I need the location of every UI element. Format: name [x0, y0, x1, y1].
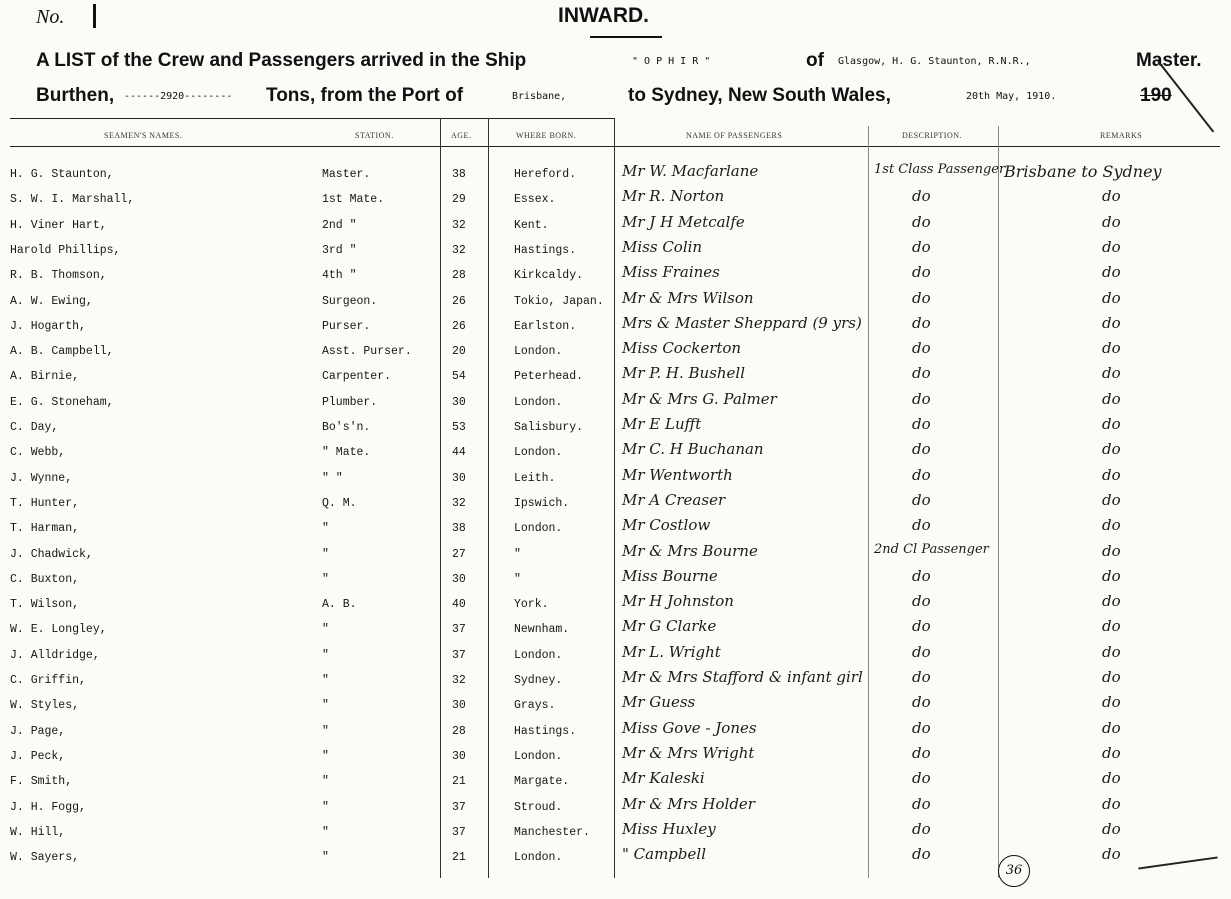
- crew-birthplace: Ipswich.: [514, 497, 570, 510]
- crew-name: A. Birnie,: [10, 370, 80, 383]
- destination-label: to Sydney, New South Wales,: [628, 85, 891, 106]
- passenger-name: Mr P. H. Bushell: [622, 364, 746, 382]
- passenger-description: do: [912, 643, 931, 661]
- passenger-remark: do: [1102, 339, 1121, 357]
- crew-birthplace: ": [514, 573, 521, 586]
- crew-name: W. Hill,: [10, 826, 66, 839]
- master-label: Master.: [1136, 50, 1202, 71]
- passenger-remark: do: [1102, 466, 1121, 484]
- crew-name: J. Alldridge,: [10, 649, 100, 662]
- passenger-description: do: [912, 238, 931, 256]
- col-passenger-names: NAME OF PASSENGERS: [686, 131, 783, 140]
- passenger-remark: do: [1102, 769, 1121, 787]
- crew-age: 21: [452, 775, 466, 788]
- passenger-description: do: [912, 668, 931, 686]
- tonnage-value: ------2920--------: [124, 91, 233, 102]
- passenger-name: Mr Wentworth: [622, 466, 733, 484]
- year-struck: 190: [1140, 85, 1172, 106]
- crew-age: 32: [452, 674, 466, 687]
- passenger-description: do: [912, 415, 931, 433]
- crew-birthplace: London.: [514, 446, 563, 459]
- number-label: No.: [36, 6, 65, 28]
- arrival-date: 20th May, 1910.: [966, 91, 1057, 102]
- crew-age: 30: [452, 472, 466, 485]
- crew-age: 37: [452, 649, 466, 662]
- crew-age: 26: [452, 320, 466, 333]
- passenger-description: do: [912, 314, 931, 332]
- crew-station: Purser.: [322, 320, 371, 333]
- passenger-name: Mr & Mrs Bourne: [622, 542, 758, 560]
- crew-station: ": [322, 851, 329, 864]
- crew-age: 28: [452, 269, 466, 282]
- passenger-description: do: [912, 289, 931, 307]
- crew-birthplace: Tokio, Japan.: [514, 295, 604, 308]
- passenger-remark: do: [1102, 415, 1121, 433]
- passenger-name: Mr & Mrs G. Palmer: [622, 390, 777, 408]
- number-field: [93, 4, 96, 28]
- crew-age: 37: [452, 801, 466, 814]
- crew-age: 20: [452, 345, 466, 358]
- passenger-name: Miss Fraines: [622, 263, 720, 281]
- page-title: INWARD.: [558, 4, 649, 27]
- passenger-name: Miss Gove - Jones: [622, 719, 757, 737]
- crew-station: ": [322, 623, 329, 636]
- passenger-description: do: [912, 263, 931, 281]
- passenger-description: do: [912, 213, 931, 231]
- crew-name: T. Hunter,: [10, 497, 80, 510]
- passenger-remark: do: [1102, 390, 1121, 408]
- passenger-name: Miss Huxley: [622, 820, 716, 838]
- ship-name: " O P H I R ": [632, 56, 711, 67]
- crew-age: 44: [452, 446, 466, 459]
- passenger-description: do: [912, 516, 931, 534]
- crew-station: Asst. Purser.: [322, 345, 412, 358]
- passenger-remark: do: [1102, 187, 1121, 205]
- crew-birthplace: Margate.: [514, 775, 570, 788]
- passenger-name: Mr L. Wright: [622, 643, 721, 661]
- passenger-name: Mr & Mrs Stafford & infant girl: [622, 668, 863, 686]
- crew-age: 30: [452, 699, 466, 712]
- passenger-name: Mr Costlow: [622, 516, 711, 534]
- crew-birthplace: Grays.: [514, 699, 556, 712]
- crew-birthplace: Hereford.: [514, 168, 577, 181]
- crew-name: A. B. Campbell,: [10, 345, 114, 358]
- crew-age: 30: [452, 396, 466, 409]
- crew-age: 53: [452, 421, 466, 434]
- crew-birthplace: Peterhead.: [514, 370, 584, 383]
- of-label: of: [806, 50, 824, 71]
- crew-birthplace: London.: [514, 649, 563, 662]
- passenger-description: 1st Class Passenger: [874, 162, 1006, 177]
- col-description: DESCRIPTION.: [902, 131, 963, 140]
- crew-birthplace: London.: [514, 750, 563, 763]
- crew-name: W. Sayers,: [10, 851, 80, 864]
- passenger-description: do: [912, 440, 931, 458]
- crew-station: " Mate.: [322, 446, 371, 459]
- passenger-remark: do: [1102, 213, 1121, 231]
- crew-name: J. Peck,: [10, 750, 66, 763]
- passenger-remark: do: [1102, 744, 1121, 762]
- crew-station: ": [322, 674, 329, 687]
- passenger-description: do: [912, 693, 931, 711]
- passenger-remark: do: [1102, 567, 1121, 585]
- passenger-remark: do: [1102, 542, 1121, 560]
- crew-station: ": [322, 548, 329, 561]
- crew-station: ": [322, 725, 329, 738]
- crew-birthplace: Manchester.: [514, 826, 590, 839]
- crew-name: H. G. Staunton,: [10, 168, 114, 181]
- passenger-description: do: [912, 617, 931, 635]
- crew-age: 32: [452, 219, 466, 232]
- crew-name: C. Day,: [10, 421, 59, 434]
- passenger-name: Mrs & Master Sheppard (9 yrs): [622, 314, 862, 332]
- crew-birthplace: Hastings.: [514, 244, 577, 257]
- passenger-description: do: [912, 820, 931, 838]
- passenger-name: Mr E Lufft: [622, 415, 702, 433]
- crew-station: Plumber.: [322, 396, 378, 409]
- passenger-description: do: [912, 719, 931, 737]
- passenger-description: do: [912, 364, 931, 382]
- crew-name: Harold Phillips,: [10, 244, 121, 257]
- passenger-name: Mr W. Macfarlane: [622, 162, 759, 180]
- crew-age: 30: [452, 750, 466, 763]
- passenger-remark: do: [1102, 668, 1121, 686]
- table-top-rule: [10, 118, 615, 119]
- passenger-remark: do: [1102, 440, 1121, 458]
- remarks-col-rule: [998, 126, 999, 878]
- passenger-remark: do: [1102, 516, 1121, 534]
- passenger-remark: do: [1102, 314, 1121, 332]
- crew-name: T. Wilson,: [10, 598, 80, 611]
- crew-age: 37: [452, 826, 466, 839]
- crew-birthplace: London.: [514, 851, 563, 864]
- passenger-name: Mr C. H Buchanan: [622, 440, 764, 458]
- passenger-name: Mr Kaleski: [622, 769, 705, 787]
- passenger-remark: do: [1102, 820, 1121, 838]
- crew-station: ": [322, 775, 329, 788]
- passenger-remark: do: [1102, 795, 1121, 813]
- crew-name: J. Hogarth,: [10, 320, 86, 333]
- crew-birthplace: Hastings.: [514, 725, 577, 738]
- passenger-remark: do: [1102, 643, 1121, 661]
- desc-col-rule: [868, 126, 869, 878]
- passenger-name: Mr G Clarke: [622, 617, 717, 635]
- age-col-rule: [440, 118, 441, 878]
- crew-age: 40: [452, 598, 466, 611]
- passenger-name: Miss Colin: [622, 238, 703, 256]
- crew-birthplace: Essex.: [514, 193, 556, 206]
- passenger-name: Mr & Mrs Wilson: [622, 289, 754, 307]
- crew-station: ": [322, 699, 329, 712]
- crew-age: 29: [452, 193, 466, 206]
- passenger-description: do: [912, 845, 931, 863]
- signature-stroke: [1138, 856, 1217, 869]
- crew-station: ": [322, 573, 329, 586]
- crew-station: ": [322, 801, 329, 814]
- passenger-col-rule: [614, 118, 615, 878]
- crew-age: 37: [452, 623, 466, 636]
- crew-age: 32: [452, 497, 466, 510]
- passenger-name: Mr & Mrs Wright: [622, 744, 755, 762]
- col-where-born: WHERE BORN.: [516, 131, 577, 140]
- crew-age: 21: [452, 851, 466, 864]
- crew-name: R. B. Thomson,: [10, 269, 107, 282]
- crew-name: J. Wynne,: [10, 472, 73, 485]
- crew-age: 38: [452, 522, 466, 535]
- crew-name: F. Smith,: [10, 775, 73, 788]
- crew-name: E. G. Stoneham,: [10, 396, 114, 409]
- port-from: Brisbane,: [512, 91, 567, 102]
- crew-birthplace: London.: [514, 396, 563, 409]
- list-heading: A LIST of the Crew and Passengers arrived in the Ship: [36, 50, 527, 71]
- crew-birthplace: Newnham.: [514, 623, 570, 636]
- passenger-description: do: [912, 339, 931, 357]
- col-age: AGE.: [451, 131, 472, 140]
- crew-name: W. E. Longley,: [10, 623, 107, 636]
- passenger-remark: do: [1102, 289, 1121, 307]
- crew-birthplace: Kirkcaldy.: [514, 269, 584, 282]
- born-col-rule: [488, 118, 489, 878]
- crew-station: Q. M.: [322, 497, 357, 510]
- crew-station: ": [322, 649, 329, 662]
- crew-station: " ": [322, 472, 343, 485]
- passenger-name: Mr R. Norton: [622, 187, 725, 205]
- crew-station: ": [322, 750, 329, 763]
- crew-station: 4th ": [322, 269, 357, 282]
- passenger-name: Mr J H Metcalfe: [622, 213, 745, 231]
- col-remarks: REMARKS: [1100, 131, 1143, 140]
- crew-age: 38: [452, 168, 466, 181]
- passenger-name: " Campbell: [622, 845, 706, 863]
- passenger-remark: do: [1102, 592, 1121, 610]
- crew-birthplace: London.: [514, 522, 563, 535]
- crew-age: 26: [452, 295, 466, 308]
- crew-birthplace: London.: [514, 345, 563, 358]
- crew-birthplace: Earlston.: [514, 320, 577, 333]
- passenger-remark: do: [1102, 263, 1121, 281]
- passenger-remark: do: [1102, 693, 1121, 711]
- crew-name: C. Webb,: [10, 446, 66, 459]
- crew-birthplace: Kent.: [514, 219, 549, 232]
- passenger-name: Mr A Creaser: [622, 491, 726, 509]
- crew-station: Master.: [322, 168, 371, 181]
- passenger-name: Miss Bourne: [622, 567, 718, 585]
- crew-age: 30: [452, 573, 466, 586]
- crew-birthplace: York.: [514, 598, 549, 611]
- crew-name: C. Griffin,: [10, 674, 86, 687]
- crew-station: 3rd ": [322, 244, 357, 257]
- passenger-description: do: [912, 491, 931, 509]
- crew-birthplace: Salisbury.: [514, 421, 584, 434]
- crew-name: H. Viner Hart,: [10, 219, 107, 232]
- passenger-description: do: [912, 466, 931, 484]
- crew-name: C. Buxton,: [10, 573, 80, 586]
- passenger-description: do: [912, 187, 931, 205]
- crew-name: W. Styles,: [10, 699, 80, 712]
- passenger-name: Mr H Johnston: [622, 592, 734, 610]
- passenger-remark: do: [1102, 364, 1121, 382]
- crew-station: 1st Mate.: [322, 193, 385, 206]
- passenger-name: Mr Guess: [622, 693, 696, 711]
- crew-station: Carpenter.: [322, 370, 392, 383]
- crew-birthplace: Leith.: [514, 472, 556, 485]
- crew-name: S. W. I. Marshall,: [10, 193, 135, 206]
- passenger-name: Mr & Mrs Holder: [622, 795, 755, 813]
- passenger-description: do: [912, 744, 931, 762]
- passenger-remark: Brisbane to Sydney: [1004, 162, 1162, 181]
- crew-birthplace: Stroud.: [514, 801, 563, 814]
- passenger-description: do: [912, 769, 931, 787]
- crew-station: A. B.: [322, 598, 357, 611]
- crew-birthplace: Sydney.: [514, 674, 563, 687]
- crew-age: 27: [452, 548, 466, 561]
- crew-name: J. Page,: [10, 725, 66, 738]
- passenger-name: Miss Cockerton: [622, 339, 742, 357]
- crew-name: T. Harman,: [10, 522, 80, 535]
- crew-station: ": [322, 826, 329, 839]
- passenger-description: do: [912, 592, 931, 610]
- passenger-description: do: [912, 390, 931, 408]
- passenger-remark: do: [1102, 719, 1121, 737]
- passenger-description: do: [912, 567, 931, 585]
- crew-station: Bo's'n.: [322, 421, 371, 434]
- crew-station: 2nd ": [322, 219, 357, 232]
- passenger-remark: do: [1102, 617, 1121, 635]
- crew-age: 54: [452, 370, 466, 383]
- crew-name: J. Chadwick,: [10, 548, 93, 561]
- passenger-description: 2nd Cl Passenger: [874, 542, 989, 557]
- tons-port-label: Tons, from the Port of: [266, 85, 464, 106]
- crew-station: ": [322, 522, 329, 535]
- passenger-remark: do: [1102, 845, 1121, 863]
- crew-age: 28: [452, 725, 466, 738]
- col-seamen-names: SEAMEN'S NAMES.: [104, 131, 183, 140]
- title-underline: [590, 36, 662, 38]
- passenger-remark: do: [1102, 238, 1121, 256]
- passenger-description: do: [912, 795, 931, 813]
- passenger-remark: do: [1102, 491, 1121, 509]
- page-number: 36: [998, 855, 1030, 887]
- crew-name: A. W. Ewing,: [10, 295, 93, 308]
- crew-station: Surgeon.: [322, 295, 378, 308]
- header-bottom-rule: [10, 146, 1220, 147]
- burthen-label: Burthen,: [36, 85, 115, 106]
- owner-master-name: Glasgow, H. G. Staunton, R.N.R.,: [838, 56, 1031, 67]
- crew-birthplace: ": [514, 548, 521, 561]
- crew-age: 32: [452, 244, 466, 257]
- col-station: STATION.: [355, 131, 394, 140]
- crew-name: J. H. Fogg,: [10, 801, 86, 814]
